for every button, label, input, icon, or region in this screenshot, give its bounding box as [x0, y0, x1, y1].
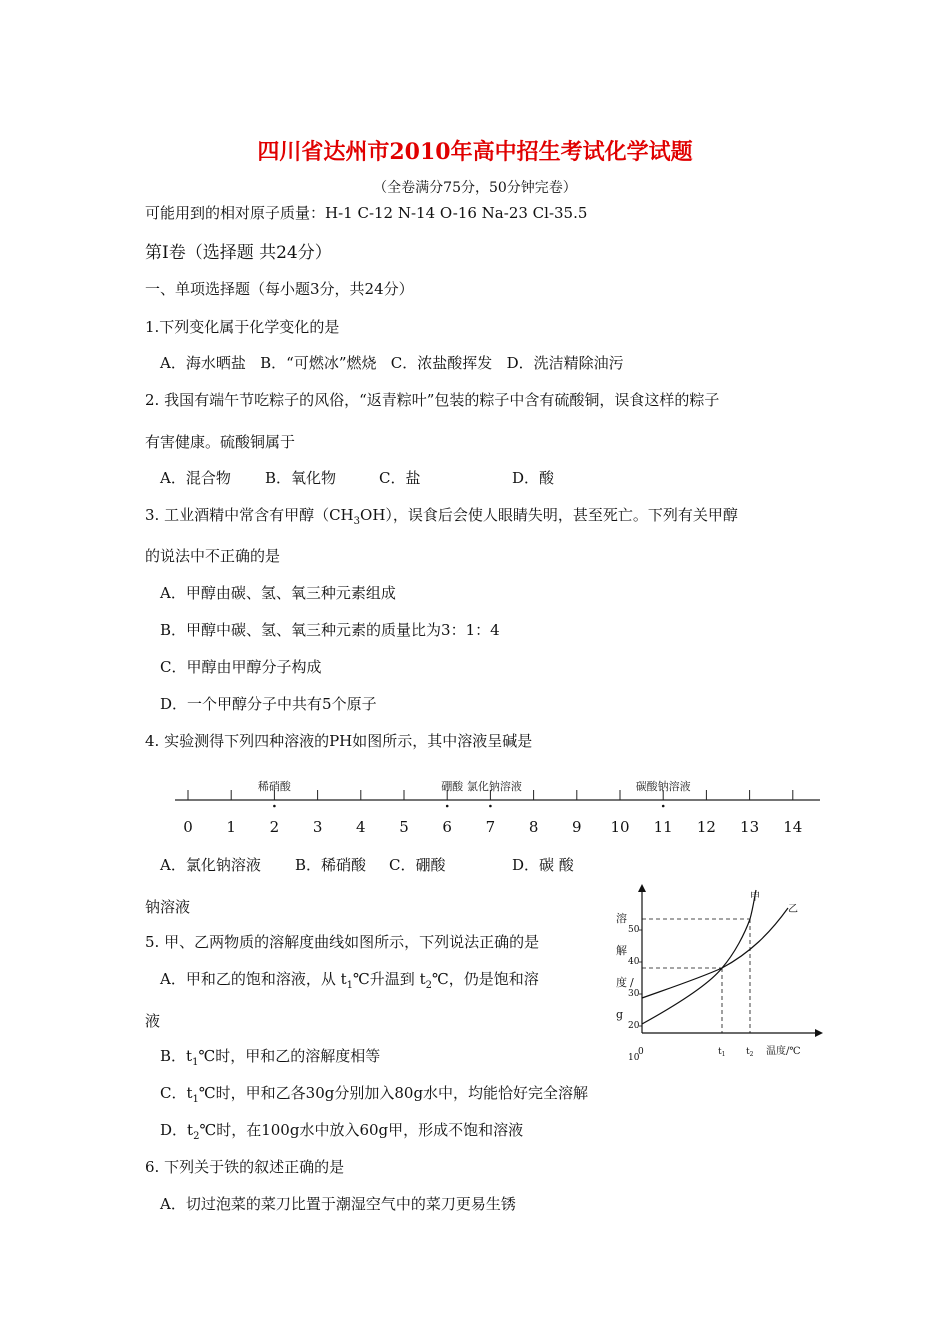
ph-tick-label: 11	[653, 818, 673, 836]
ylabel-char: /	[630, 976, 634, 989]
ph-tick-label: 10	[610, 818, 630, 836]
ph-tick-label: 3	[312, 818, 323, 836]
question-1-options: A．海水晒盐 B．“可燃冰”燃烧 C．浓盐酸挥发 D．洗洁精除油污	[160, 354, 624, 372]
part-heading: 第Ⅰ卷（选择题 共24分）	[145, 243, 332, 263]
ph-mark-dot	[446, 805, 449, 808]
question-5-option-a-line2: 液	[145, 1012, 161, 1030]
ph-mark-dot	[273, 805, 276, 808]
question-1-stem: 1.下列变化属于化学变化的是	[145, 318, 340, 336]
exam-subtitle: （全卷满分75分，50分钟完卷）	[373, 180, 577, 196]
ph-tick-label: 4	[356, 818, 366, 836]
t1-label: $t_1$	[718, 1047, 726, 1058]
question-2-stem-line2: 有害健康。硫酸铜属于	[145, 433, 296, 451]
y-axis-arrow	[638, 884, 646, 892]
ph-mark-label: 稀硝酸	[257, 780, 291, 793]
question-5-option-b: B．$t_1℃$时，甲和乙的溶解度相等	[160, 1047, 381, 1068]
ph-tick-label: 14	[783, 818, 803, 836]
ph-tick-label: 1	[226, 818, 236, 836]
question-4-option-d-continued: 钠溶液	[145, 898, 191, 916]
ph-mark-label: 氯化钠溶液	[466, 780, 522, 793]
question-2-stem-line1: 2. 我国有端午节吃粽子的风俗，“返青粽叶”包装的粽子中含有硫酸铜，误食这样的粽子	[145, 391, 720, 409]
ph-mark-dot	[489, 805, 492, 808]
ph-tick-label: 12	[696, 818, 716, 836]
y-tick-label: 10	[628, 1053, 640, 1063]
question-3-stem-line2: 的说法中不正确的是	[145, 547, 281, 565]
ylabel-char: 溶	[616, 912, 627, 925]
x-axis-label: 温度/℃	[766, 1046, 801, 1057]
question-5-option-d: D．$t_2℃$时，在100g水中放入60g甲，形成不饱和溶液	[160, 1121, 524, 1142]
question-2-option-c: C．盐	[379, 469, 421, 487]
ph-tick-label: 13	[740, 818, 760, 836]
ph-mark-label: 碳酸钠溶液	[635, 780, 691, 793]
y-tick-label: 30	[628, 989, 640, 999]
atomic-mass-line: 可能用到的相对原子质量：H-1 C-12 N-14 O-16 Na-23 Cl-35.5	[145, 204, 588, 222]
ph-tick-label: 9	[572, 818, 582, 836]
ylabel-char: 度	[616, 976, 627, 989]
question-4-option-a: A．氯化钠溶液	[160, 856, 261, 874]
ph-mark-label: 硼酸	[441, 780, 464, 793]
question-6-stem: 6. 下列关于铁的叙述正确的是	[145, 1158, 345, 1176]
ph-tick-label: 2	[269, 818, 280, 836]
question-4-stem: 4. 实验测得下列四种溶液的PH如图所示，其中溶液呈碱是	[145, 732, 533, 750]
ph-scale-figure	[0, 770, 950, 845]
question-3-stem-line1: 3. 工业酒精中常含有甲醇$(CH_3OH)$，误食后会使人眼睛失明，甚至死亡。下列有关甲醇	[145, 506, 738, 527]
ph-tick-label: 5	[399, 818, 409, 836]
ph-tick-label: 6	[442, 818, 452, 836]
solubility-curve-figure	[610, 878, 825, 1063]
question-6-option-a: A．切过泡菜的菜刀比置于潮湿空气中的菜刀更易生锈	[160, 1195, 516, 1213]
curve-jia-label: 甲	[750, 892, 760, 903]
question-3-option-c: C．甲醇由甲醇分子构成	[160, 658, 322, 676]
question-5-option-a-line1: A．甲和乙的饱和溶液，从 $t_1℃$升温到 $t_2℃$，仍是饱和溶	[160, 970, 539, 991]
y-tick-label: 40	[628, 957, 640, 967]
section-heading: 一、单项选择题（每小题3分，共24分）	[145, 280, 414, 298]
question-5-stem: 5. 甲、乙两物质的溶解度曲线如图所示，下列说法正确的是	[145, 933, 540, 951]
y-tick-label: 20	[628, 1021, 640, 1031]
curve-yi-label: 乙	[788, 904, 798, 915]
question-2-option-d: D．酸	[512, 469, 555, 487]
y-tick-label: 50	[628, 925, 640, 935]
question-3-option-b: B．甲醇中碳、氢、氧三种元素的质量比为3：1：4	[160, 621, 500, 639]
ph-mark-dot	[662, 805, 665, 808]
question-2-option-b: B．氧化物	[265, 469, 337, 487]
curve-yi	[642, 908, 788, 998]
origin-label: 0	[638, 1047, 644, 1057]
ph-tick-label: 7	[485, 818, 496, 836]
ylabel-char: g	[616, 1008, 624, 1021]
x-axis-arrow	[815, 1029, 823, 1037]
ylabel-char: 解	[616, 944, 627, 957]
question-4-option-c: C．硼酸	[389, 856, 446, 874]
ph-tick-label: 0	[183, 818, 193, 836]
question-3-option-a: A．甲醇由碳、氢、氧三种元素组成	[160, 584, 396, 602]
question-5-option-c: C．$t_1℃$时，甲和乙各30g分别加入80g水中，均能恰好完全溶解	[160, 1084, 589, 1105]
question-4-option-b: B．稀硝酸	[295, 856, 367, 874]
page-title: 四川省达州市2010年高中招生考试化学试题	[257, 139, 693, 165]
question-3-option-d: D．一个甲醇分子中共有5个原子	[160, 695, 377, 713]
t2-label: $t_2$	[746, 1047, 754, 1058]
question-2-option-a: A．混合物	[160, 469, 231, 487]
question-4-option-d: D．碳 酸	[512, 856, 574, 874]
ph-tick-label: 8	[528, 818, 539, 836]
